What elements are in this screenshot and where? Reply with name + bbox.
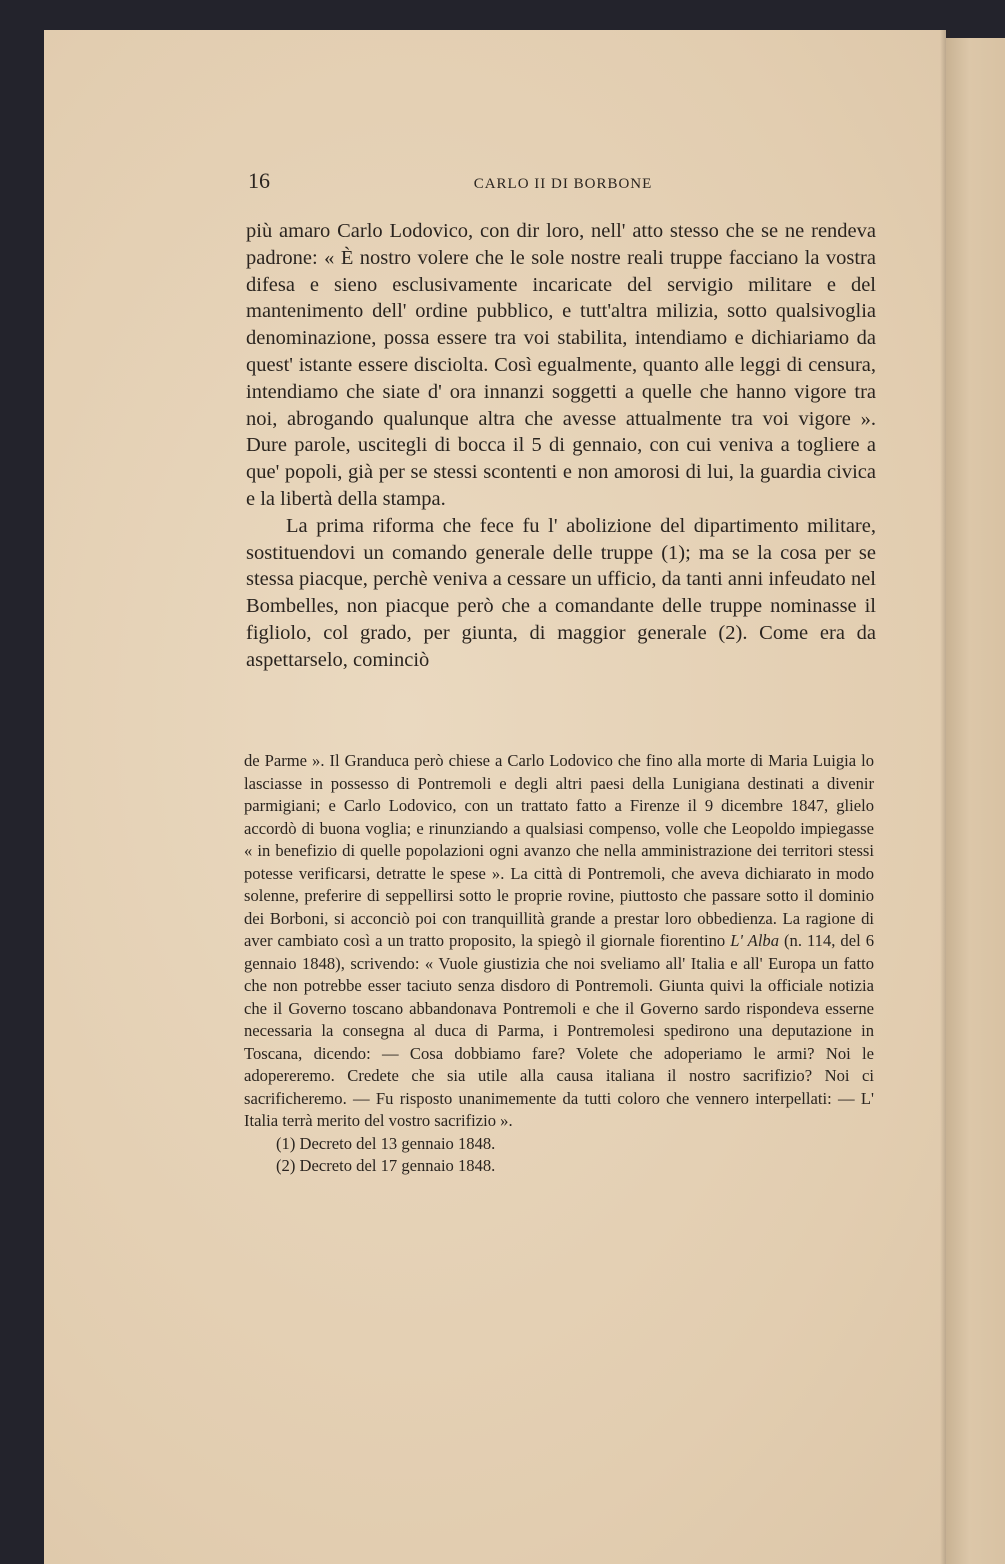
footnote-text-b: (n. 114, del 6 gennaio 1848), scrivendo: « Vuole giustizia che noi sveliamo all' Italia e all' Europa un fatto che non potrebbe esser taciuto senza disdoro di Pontremoli. Giunta quivi la officiale notizia che il Governo toscano abbandonava Pontremoli e che il Governo sardo rispondeva esserne necessaria la consegna al duca di Parma, i Pontremolesi spedirono una deputazione in Toscana, dicendo: — Cosa dobbiamo fare? Volete che adoperiamo le armi? Noi le adopereremo. Credete che sia utile alla causa italiana il nostro sacrifizio? Noi ci sacrificheremo. — Fu risposto unanimemente da tutti coloro che vennero interpellati: — L' Italia terrà merito del vostro sacrifizio ». xyxy=(244,931,874,1130)
footnotes xyxy=(244,750,874,1178)
page-header xyxy=(248,168,878,200)
body-paragraph-1: più amaro Carlo Lodovico, con dir loro, nell' atto stesso che se ne rendeva padrone: « È nostro volere che le sole nostre reali truppe facciano la vostra difesa e sieno esclusivamente incaricate del servigio militare e del mantenimento dell' ordine pubblico, e tutt'altra milizia, sotto qualsivoglia denominazione, possa essere tra voi stabilita, intendiamo e dichiariamo da quest' istante essere disciolta. Così egualmente, quanto alle leggi di censura, intendiamo che siate d' ora innanzi soggetti a quelle che hanno vigore tra noi, abrogando qualunque altra che avesse attualmente tra voi vigore ». Dure parole, uscitegli di bocca il 5 di gennaio, con cui veniva a togliere a que' popoli, già per se stessi scontenti e non amorosi di lui, la guardia civica e la libertà della stampa. xyxy=(246,220,876,510)
next-page-edge xyxy=(946,38,1005,1564)
footnote-continuation xyxy=(244,750,874,1133)
body-paragraph-2: La prima riforma che fece fu l' abolizione del dipartimento militare, sostituendovi un comando generale delle truppe (1); ma se la cosa per se stessa piacque, perchè veniva a cessare un ufficio, da tanti anni infeudato nel Bombelles, non piacque però che a comandante delle truppe nominasse il figliolo, col grado, per giunta, di maggior generale (2). Come era da aspettarselo, cominciò xyxy=(246,514,876,671)
main-text xyxy=(246,218,876,674)
footnote-1: (1) Decreto del 13 gennaio 1848. xyxy=(276,1133,496,1153)
running-title: CARLO II DI BORBONE xyxy=(473,176,653,192)
footnote-text-a: de Parme ». Il Granduca però chiese a Carlo Lodovico che fino alla morte di Maria Luigia lo lasciasse in possesso di Pontremoli e degli altri paesi della Lunigiana destinati a divenir parmigiani; e Carlo Lodovico, con un trattato fatto a Firenze il 9 dicembre 1847, glielo accordò di buona voglia; e rinunziando a qualsiasi compenso, volle che Leopoldo impiegasse « in benefizio di quelle popolazioni ogni avanzo che nella amministrazione dei territori stessi potesse verificarsi, detratte le spese ». La città di Pontremoli, che aveva dichiarato in modo solenne, preferire di seppellirsi sotto le proprie rovine, piuttosto che passare sotto il dominio dei Borboni, si acconciò poi con tranquillità grande a prestar loro obbedienza. La ragione di aver cambiato così a un tratto proposito, la spiegò il giornale fiorentino xyxy=(244,751,874,950)
footnote-2: (2) Decreto del 17 gennaio 1848. xyxy=(276,1156,496,1175)
page-number: 16 xyxy=(248,168,270,193)
journal-title: L' Alba xyxy=(730,931,780,950)
